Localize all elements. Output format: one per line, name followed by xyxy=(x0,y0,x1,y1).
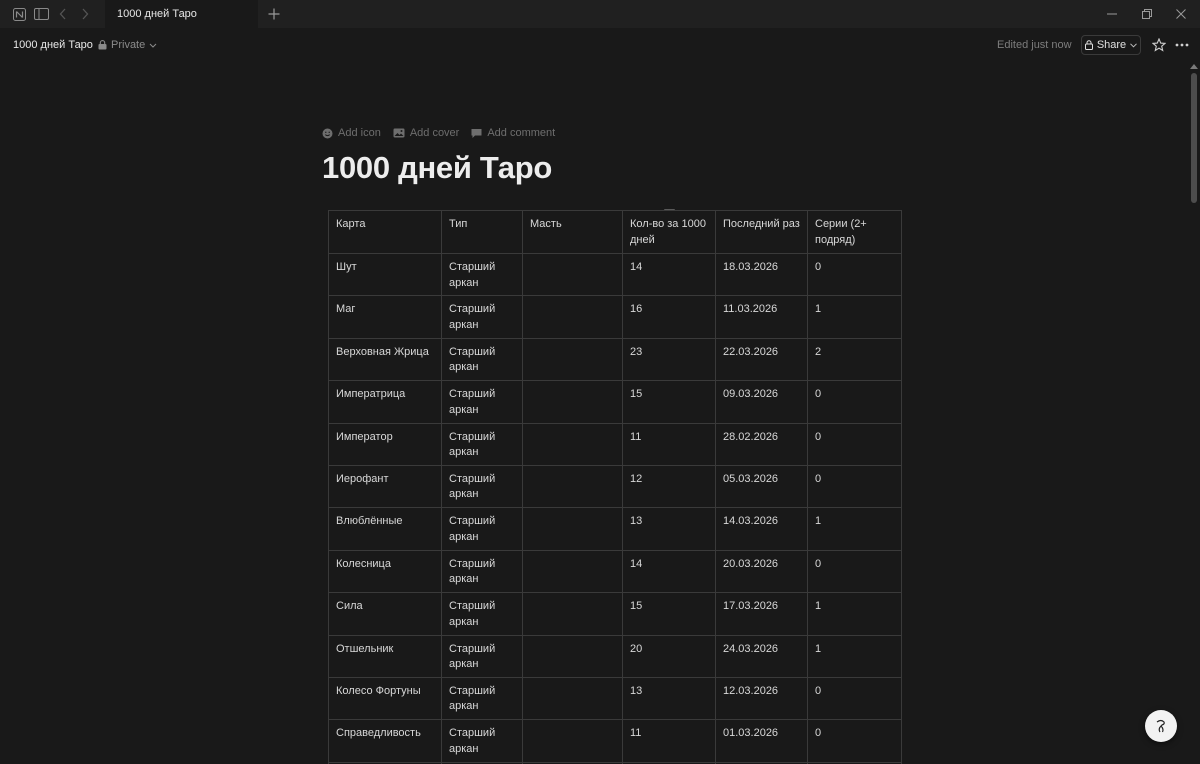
cell-card[interactable]: Отшельник xyxy=(329,635,442,677)
column-header-count[interactable]: Кол-во за 1000 дней xyxy=(623,211,716,254)
scroll-up-arrow-icon[interactable] xyxy=(1190,64,1198,69)
chevron-down-icon xyxy=(1130,43,1137,48)
back-icon[interactable] xyxy=(52,0,74,28)
cell-count[interactable]: 12 xyxy=(623,465,716,507)
cell-last-date[interactable]: 20.03.2026 xyxy=(716,550,808,592)
cell-count[interactable]: 14 xyxy=(623,550,716,592)
close-button[interactable] xyxy=(1162,0,1200,28)
cell-suit[interactable] xyxy=(523,423,623,465)
cell-suit[interactable] xyxy=(523,465,623,507)
cell-last-date[interactable]: 24.03.2026 xyxy=(716,635,808,677)
table-row xyxy=(329,465,902,507)
column-header-last-date[interactable]: Последний раз xyxy=(716,211,808,254)
add-cover-button[interactable] xyxy=(393,127,460,139)
add-cover-label: Add cover xyxy=(409,127,460,139)
cell-count[interactable]: 20 xyxy=(623,635,716,677)
comment-icon xyxy=(471,128,482,139)
notion-logo-icon[interactable] xyxy=(8,0,30,28)
plus-icon xyxy=(268,8,280,20)
cell-type[interactable]: Старший аркан xyxy=(442,254,523,296)
cell-last-date[interactable]: 18.03.2026 xyxy=(716,254,808,296)
breadcrumb[interactable]: 1000 дней Таро xyxy=(13,39,93,51)
cell-suit[interactable] xyxy=(523,508,623,550)
restore-button[interactable] xyxy=(1128,0,1166,28)
more-horizontal-icon xyxy=(1175,43,1189,47)
table-row xyxy=(329,254,902,296)
star-icon xyxy=(1152,38,1166,52)
table-row xyxy=(329,508,902,550)
cell-count[interactable]: 16 xyxy=(623,296,716,338)
cell-streaks[interactable]: 0 xyxy=(808,381,902,423)
help-icon xyxy=(1153,718,1169,734)
cell-count[interactable]: 13 xyxy=(623,508,716,550)
smiley-icon xyxy=(322,128,333,139)
help-button[interactable] xyxy=(1145,710,1177,742)
tab-title: 1000 дней Таро xyxy=(117,8,197,20)
cell-card[interactable]: Иерофант xyxy=(329,465,442,507)
cell-type[interactable]: Старший аркан xyxy=(442,296,523,338)
cell-count[interactable]: 15 xyxy=(623,593,716,635)
cell-card[interactable]: Шут xyxy=(329,254,442,296)
cell-type[interactable]: Старший аркан xyxy=(442,465,523,507)
edited-status: Edited just now xyxy=(997,39,1072,51)
cell-count[interactable]: 11 xyxy=(623,720,716,762)
favorite-button[interactable] xyxy=(1150,36,1168,54)
cell-count[interactable]: 23 xyxy=(623,338,716,380)
share-label: Share xyxy=(1096,39,1127,51)
cell-card[interactable]: Колесница xyxy=(329,550,442,592)
cell-streaks[interactable]: 0 xyxy=(808,550,902,592)
cell-streaks[interactable]: 0 xyxy=(808,465,902,507)
cell-type[interactable]: Старший аркан xyxy=(442,381,523,423)
cell-type[interactable]: Старший аркан xyxy=(442,508,523,550)
add-icon-label: Add icon xyxy=(338,127,381,139)
share-button[interactable] xyxy=(1081,35,1141,55)
cell-last-date[interactable]: 01.03.2026 xyxy=(716,720,808,762)
table-row xyxy=(329,635,902,677)
cell-streaks[interactable]: 0 xyxy=(808,254,902,296)
cell-last-date[interactable]: 12.03.2026 xyxy=(716,677,808,719)
chevron-down-icon xyxy=(149,43,157,48)
minimize-button[interactable] xyxy=(1093,0,1131,28)
cell-suit[interactable] xyxy=(523,296,623,338)
cell-type[interactable]: Старший аркан xyxy=(442,635,523,677)
cell-suit[interactable] xyxy=(523,635,623,677)
table-row xyxy=(329,677,902,719)
cell-type[interactable]: Старший аркан xyxy=(442,338,523,380)
cell-streaks[interactable]: 0 xyxy=(808,677,902,719)
cell-streaks[interactable]: 0 xyxy=(808,423,902,465)
page-header-actions xyxy=(322,127,555,139)
cell-last-date[interactable]: 05.03.2026 xyxy=(716,465,808,507)
cell-count[interactable]: 14 xyxy=(623,254,716,296)
cell-card[interactable]: Верховная Жрица xyxy=(329,338,442,380)
add-comment-label: Add comment xyxy=(487,127,556,139)
cell-type[interactable]: Старший аркан xyxy=(442,423,523,465)
cell-suit[interactable] xyxy=(523,720,623,762)
more-options-button[interactable] xyxy=(1173,36,1191,54)
privacy-selector[interactable] xyxy=(98,38,157,52)
cell-count[interactable]: 11 xyxy=(623,423,716,465)
cell-last-date[interactable]: 22.03.2026 xyxy=(716,338,808,380)
privacy-label: Private xyxy=(111,39,146,51)
image-icon xyxy=(393,128,405,138)
cell-type[interactable]: Старший аркан xyxy=(442,720,523,762)
cell-card[interactable]: Императрица xyxy=(329,381,442,423)
table-row xyxy=(329,720,902,762)
cell-type[interactable]: Старший аркан xyxy=(442,550,523,592)
cell-count[interactable]: 13 xyxy=(623,677,716,719)
table-header-row xyxy=(329,211,902,254)
cell-card[interactable]: Император xyxy=(329,423,442,465)
cell-streaks[interactable]: 2 xyxy=(808,338,902,380)
table-row xyxy=(329,550,902,592)
tab-active[interactable] xyxy=(105,0,258,28)
lock-icon xyxy=(98,40,107,50)
column-header-type[interactable]: Тип xyxy=(442,211,523,254)
lock-icon xyxy=(1085,40,1093,50)
page-topbar xyxy=(0,28,1200,62)
column-header-streaks[interactable]: Серии (2+ подряд) xyxy=(808,211,902,254)
cell-type[interactable]: Старший аркан xyxy=(442,593,523,635)
cell-streaks[interactable]: 0 xyxy=(808,720,902,762)
table-row xyxy=(329,338,902,380)
cell-last-date[interactable]: 14.03.2026 xyxy=(716,508,808,550)
cell-last-date[interactable]: 17.03.2026 xyxy=(716,593,808,635)
restore-icon xyxy=(1142,9,1152,19)
cell-suit[interactable] xyxy=(523,254,623,296)
window-tab-bar xyxy=(0,0,1200,28)
close-icon xyxy=(1176,9,1186,19)
cell-suit[interactable] xyxy=(523,593,623,635)
cell-last-date[interactable]: 11.03.2026 xyxy=(716,296,808,338)
cell-card[interactable]: Сила xyxy=(329,593,442,635)
cell-last-date[interactable]: 28.02.2026 xyxy=(716,423,808,465)
cell-card[interactable]: Справедливость xyxy=(329,720,442,762)
table-row xyxy=(329,296,902,338)
table-block xyxy=(328,210,901,764)
cell-last-date[interactable]: 09.03.2026 xyxy=(716,381,808,423)
cell-streaks[interactable]: 1 xyxy=(808,296,902,338)
page-title[interactable]: 1000 дней Таро xyxy=(322,150,552,185)
cell-suit[interactable] xyxy=(523,550,623,592)
column-header-suit[interactable]: Масть xyxy=(523,211,623,254)
scrollbar-thumb[interactable] xyxy=(1191,73,1197,203)
cell-card[interactable]: Колесо Фортуны xyxy=(329,677,442,719)
minimize-icon xyxy=(1107,9,1117,19)
cell-card[interactable]: Маг xyxy=(329,296,442,338)
sidebar-toggle-icon[interactable] xyxy=(30,0,52,28)
cell-streaks[interactable]: 1 xyxy=(808,593,902,635)
table-row xyxy=(329,381,902,423)
column-header-card[interactable]: Карта xyxy=(329,211,442,254)
cell-count[interactable]: 15 xyxy=(623,381,716,423)
new-tab-button[interactable] xyxy=(264,4,284,24)
add-icon-button[interactable] xyxy=(322,127,381,139)
add-comment-button[interactable] xyxy=(471,127,555,139)
cell-type[interactable]: Старший аркан xyxy=(442,677,523,719)
cell-card[interactable]: Влюблённые xyxy=(329,508,442,550)
cell-streaks[interactable]: 1 xyxy=(808,635,902,677)
forward-icon[interactable] xyxy=(74,0,96,28)
cell-suit[interactable] xyxy=(523,677,623,719)
table-row xyxy=(329,423,902,465)
cell-suit[interactable] xyxy=(523,338,623,380)
table-row xyxy=(329,593,902,635)
tarot-table xyxy=(328,210,902,764)
cell-suit[interactable] xyxy=(523,381,623,423)
cell-streaks[interactable]: 1 xyxy=(808,508,902,550)
